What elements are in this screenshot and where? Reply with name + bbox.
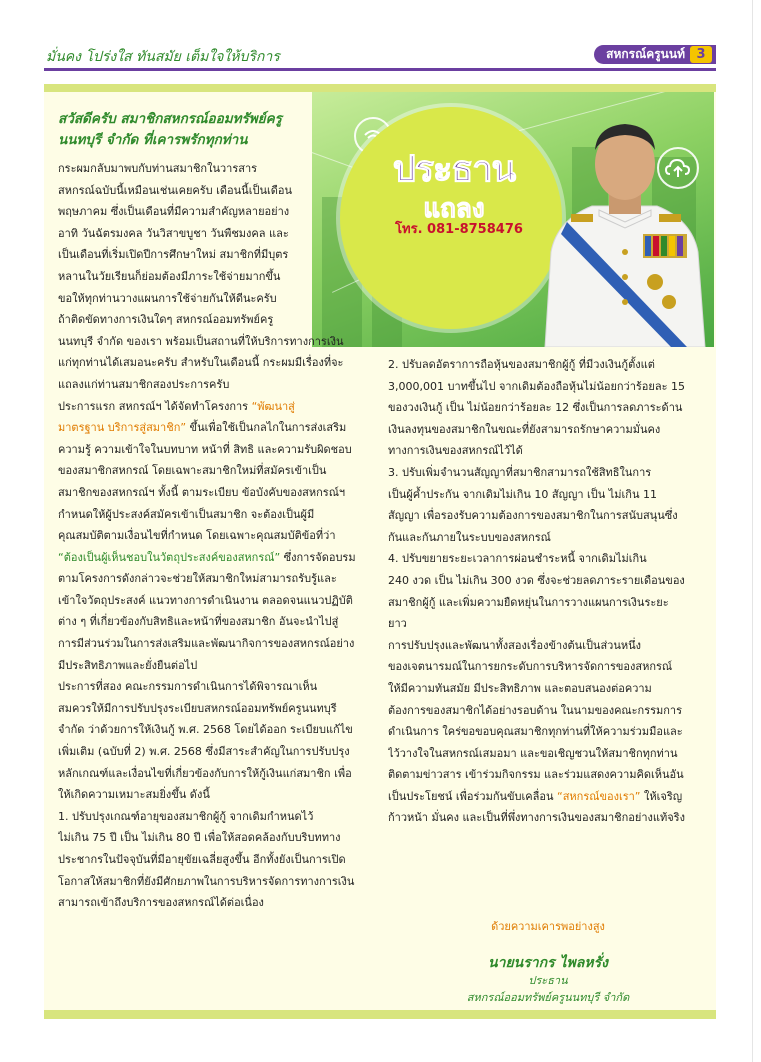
text-line: ประชากรในปัจจุบันที่มีอายุขัยเฉลี่ยสูงขึ้น อีกทั้งยังเป็นการเปิด	[58, 853, 346, 866]
text-line: สามารถเข้าถึงบริการของสหกรณ์ได้ต่อเนื่อง	[58, 896, 264, 910]
text-line: ของเจตนารมณ์ในการยกระดับการบริหารจัดการของสหกรณ์	[388, 660, 673, 674]
text-line: 3,000,001 บาทขึ้นไป จากเดิมต้องถือหุ้นไม่น้อยกว่าร้อยละ 15	[388, 379, 686, 393]
text-run: ให้เจริญ	[640, 789, 683, 803]
text-run: ขึ้นเพื่อใช้เป็นกลไกในการส่งเสริม	[186, 421, 347, 435]
text-line: เข้าใจวัตถุประสงค์ แนวทางการดำเนินงาน ตลอดจนแนวปฏิบัติ	[58, 593, 353, 607]
text-line: ติดตามข่าวสาร เข้าร่วมกิจกรรม และร่วมแสดงความคิดเห็นอัน	[388, 768, 684, 782]
text-line: คุณสมบัติตามเงื่อนไขที่กำหนด โดยเฉพาะคุณสมบัติข้อที่ว่า	[58, 529, 336, 543]
text-line: 3. ปรับเพิ่มจำนวนสัญญาที่สมาชิกสามารถใช้สิทธิในการ	[388, 465, 652, 479]
text-line: 240 งวด เป็น ไม่เกิน 300 งวด ซึ่งจะช่วยลดภาระรายเดือนของ	[388, 573, 685, 587]
project-title: มาตรฐาน บริการสู่สมาชิก”	[58, 421, 187, 435]
signature-position: ประธาน	[528, 974, 568, 987]
text-line: หลักเกณฑ์และเงื่อนไขที่เกี่ยวข้องกับการให้กู้เงินแก่สมาชิก เพื่อ	[58, 766, 352, 780]
text-line: 2. ปรับลดอัตราการถือหุ้นของสมาชิกผู้กู้ ที่มีวงเงินกู้ตั้งแต่	[388, 358, 655, 371]
text-line: สมาชิกผู้กู้ และเพิ่มความยืดหยุ่นในการวางแผนการเงินระยะ	[388, 595, 669, 609]
text-line: แถลงแก่ท่านสมาชิกสองประการครับ	[58, 377, 230, 391]
banner-title: ประธาน	[392, 148, 516, 190]
text-line: 4. ปรับขยายระยะเวลาการผ่อนชำระหนี้ จากเดิมไม่เกิน	[388, 552, 647, 566]
text-line: ดำเนินการ ใคร่ขอขอบคุณสมาชิกทุกท่านที่ให้ความร่วมมือและ	[388, 725, 683, 739]
text-line: สมควรให้มีการปรับปรุงระเบียบสหกรณ์ออมทรัพย์ครูนนทบุรี	[58, 701, 337, 715]
text-line: เป็นผู้ค้ำประกัน จากเดิมไม่เกิน 10 สัญญา เป็น ไม่เกิน 11	[388, 487, 657, 501]
page-edge-line	[752, 0, 753, 1062]
text-run: ซึ่งการจัดอบรม	[280, 550, 356, 564]
text-line	[58, 396, 368, 418]
text-line: อาทิ วันฉัตรมงคล วันวิสาขบูชา วันพืชมงคล และ	[58, 226, 289, 240]
text-line: ของวงเงินกู้ เป็น ไม่น้อยกว่าร้อยละ 12 ซึ่งเป็นการลดภาระด้าน	[388, 401, 683, 415]
text-line: ประการที่สอง คณะกรรมการดำเนินการได้พิจารณาเห็น	[58, 680, 318, 694]
text-line: การปรับปรุงและพัฒนาทั้งสองเรื่องข้างต้นเป็นส่วนหนึ่ง	[388, 638, 642, 652]
text-line	[388, 786, 710, 808]
text-line: กันและกันภายในระบบของสหกรณ์	[388, 530, 551, 544]
text-line: นนทบุรี จำกัด ของเรา พร้อมเป็นสถานที่ให้บริการทางการเงิน	[58, 334, 344, 348]
chairman-portrait	[537, 102, 712, 347]
frame-bottom-band	[44, 1010, 716, 1019]
cooperative-slogan: “สหกรณ์ของเรา”	[557, 789, 641, 803]
text-run: ประการแรก สหกรณ์ฯ ได้จัดทำโครงการ	[58, 399, 252, 413]
text-line: มีประสิทธิภาพและยั่งยืนต่อไป	[58, 658, 198, 672]
greeting-line: นนทบุรี จำกัด ที่เคารพรักทุกท่าน	[58, 132, 248, 148]
text-line: เป็นเดือนที่เริ่มเปิดปีการศึกษาใหม่ สมาชิกที่มีบุตร	[58, 248, 289, 262]
text-line: ความรู้ ความเข้าใจในบทบาท หน้าที่ สิทธิ และความรับผิดชอบ	[58, 442, 352, 456]
greeting-line: สวัสดีครับ สมาชิกสหกรณ์ออมทรัพย์ครู	[58, 111, 282, 127]
text-line: ขอให้ทุกท่านวางแผนการใช้จ่ายกันให้ดีนะครับ	[58, 291, 277, 305]
left-column	[58, 158, 368, 914]
closing-line: ด้วยความเคารพอย่างสูง	[491, 920, 605, 933]
page-header	[44, 42, 716, 68]
text-line: สหกรณ์ฉบับนี้เหมือนเช่นเคยครับ เดือนนี้เป็นเดือน	[58, 183, 292, 197]
text-line: แก่ทุกท่านได้เสมอนะครับ สำหรับในเดือนนี้ กระผมมีเรื่องที่จะ	[58, 356, 344, 370]
signature-organization: สหกรณ์ออมทรัพย์ครูนนทบุรี จำกัด	[466, 991, 630, 1004]
header-rule	[44, 68, 716, 71]
banner-phone: โทร. 081-8758476	[395, 222, 523, 237]
text-line: ไว้วางใจในสหกรณ์เสมอมา และขอเชิญชวนให้สมาชิกทุกท่าน	[388, 746, 678, 760]
text-line: ต้องการของสมาชิกได้อย่างรอบด้าน ในนามของคณะกรรมการ	[388, 703, 683, 717]
text-line: 1. ปรับปรุงเกณฑ์อายุของสมาชิกผู้กู้ จากเดิมกำหนดไว้	[58, 809, 314, 823]
magazine-title: สหกรณ์ครูนนท์	[606, 47, 685, 61]
quoted-qualification: “ต้องเป็นผู้เห็นชอบในวัตถุประสงค์ของสหกรณ์”	[58, 550, 281, 564]
text-line: จำกัด ว่าด้วยการให้เงินกู้ พ.ศ. 2568 โดยได้ออก ระเบียบแก้ไข	[58, 723, 353, 737]
text-line: พฤษภาคม ซึ่งเป็นเดือนที่มีความสำคัญหลายอย่าง	[58, 205, 290, 219]
text-line: ต่าง ๆ ที่เกี่ยวข้องกับสิทธิและหน้าที่ของสมาชิก อันจะนำไปสู่	[58, 615, 339, 629]
text-line: โอกาสให้สมาชิกที่ยังมีศักยภาพในการบริหารจัดการทางการเงิน	[58, 874, 355, 888]
text-line: การมีส่วนร่วมในการส่งเสริมและพัฒนากิจการของสหกรณ์อย่าง	[58, 637, 355, 651]
text-line: ให้เกิดความเหมาะสมยิ่งขึ้น ดังนี้	[58, 788, 210, 802]
text-line: สมาชิกของสหกรณ์ฯ ทั้งนี้ ตามระเบียบ ข้อบังคับของสหกรณ์ฯ	[58, 485, 346, 499]
text-line: เพิ่มเติม (ฉบับที่ 2) พ.ศ. 2568 ซึ่งมีสาระสำคัญในการปรับปรุง	[58, 745, 350, 759]
chairman-banner	[312, 92, 714, 347]
text-line: กระผมกลับมาพบกับท่านสมาชิกในวารสาร	[58, 162, 258, 175]
text-line	[58, 417, 368, 439]
magazine-badge	[594, 45, 716, 64]
text-line: เงินลงทุนของสมาชิกในขณะที่ยังสามารถรักษาความมั่นคง	[388, 422, 661, 436]
greeting	[58, 109, 308, 151]
text-line: ของสมาชิกสหกรณ์ โดยเฉพาะสมาชิกใหม่ที่สมัครเข้าเป็น	[58, 464, 327, 478]
right-column	[388, 354, 710, 829]
text-line: หลานในวัยเรียนก็ย่อมต้องมีภาระใช้จ่ายมากขึ้น	[58, 269, 281, 283]
banner-name: แถลง	[423, 194, 485, 224]
text-line	[58, 547, 368, 569]
text-line: ก้าวหน้า มั่นคง และเป็นที่พึ่งทางการเงินของสมาชิกอย่างแท้จริง	[388, 811, 685, 825]
text-line: ให้มีความทันสมัย มีประสิทธิภาพ และตอบสนองต่อความ	[388, 681, 652, 695]
page-number: 3	[690, 46, 712, 63]
text-line: กำหนดให้ผู้ประสงค์สมัครเข้าเป็นสมาชิก จะต้องเป็นผู้มี	[58, 507, 315, 521]
project-title: “พัฒนาสู่	[251, 399, 295, 413]
signature-name: นายนรากร ไพลหรั่ง	[488, 955, 608, 971]
text-line: ไม่เกิน 75 ปี เป็น ไม่เกิน 80 ปี เพื่อให้สอดคล้องกับบริบททาง	[58, 831, 341, 845]
text-line: ทางการเงินของสหกรณ์ไว้ได้	[388, 444, 523, 458]
text-line: สัญญา เพื่อรองรับความต้องการของสมาชิกในการสนับสนุนซึ่ง	[388, 509, 678, 523]
text-line: ตามโครงการดังกล่าวจะช่วยให้สมาชิกใหม่สามารถรับรู้และ	[58, 572, 337, 586]
text-line: ยาว	[388, 617, 407, 631]
text-run: เป็นประโยชน์ เพื่อร่วมกันขับเคลื่อน	[388, 789, 558, 803]
text-line: ถ้าติดขัดทางการเงินใดๆ สหกรณ์ออมทรัพย์ครู	[58, 313, 274, 327]
header-slogan: มั่นคง โปร่งใส ทันสมัย เต็มใจให้บริการ	[46, 49, 280, 65]
frame-top-band	[44, 84, 716, 92]
